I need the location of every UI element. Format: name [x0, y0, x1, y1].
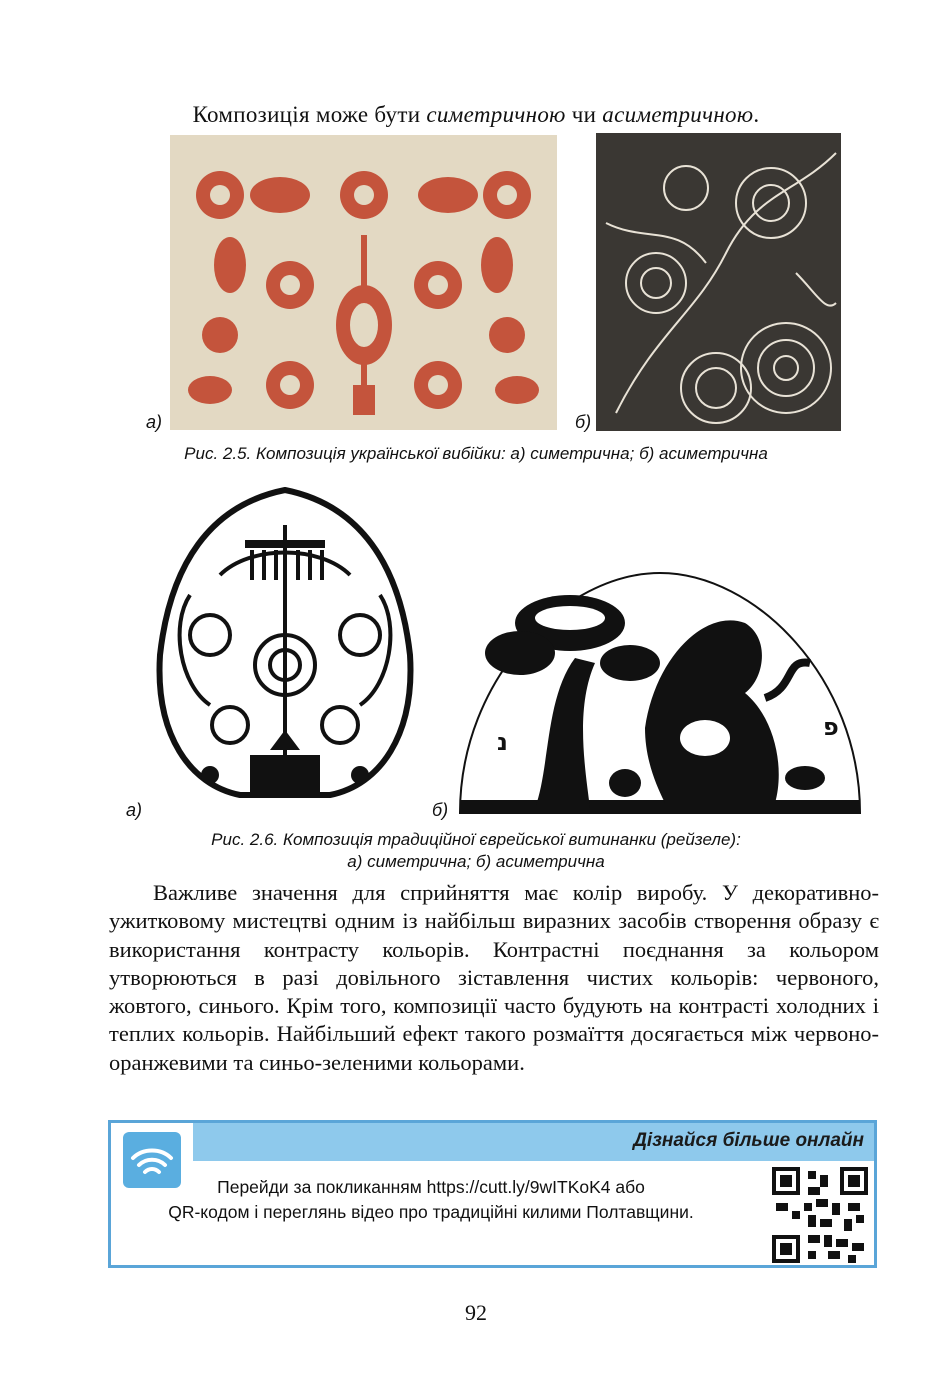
figure1-label-a: а)	[146, 412, 163, 432]
page-number: 92	[465, 1300, 487, 1325]
learn-more-title: Дізнайся більше онлайн	[633, 1130, 864, 1151]
figure-2-6-caption-line2: а) симетрична; б) асиметрична	[347, 852, 605, 871]
learn-more-text	[111, 1175, 751, 1225]
figure2-label-a: а)	[126, 800, 143, 820]
symmetric-papercut-image	[150, 485, 420, 815]
symmetric-print-image	[170, 135, 557, 430]
intro-italic-symmetric: симетричною	[426, 102, 566, 127]
learn-more-box	[108, 1120, 877, 1268]
hebrew-letter-pe: פ	[823, 713, 839, 741]
asymmetric-papercut-image	[455, 568, 865, 816]
intro-text: Композиція може бути	[192, 102, 427, 127]
figure1-label-b: б)	[575, 412, 592, 432]
learn-more-line1[interactable]: Перейди за покликанням https://cutt.ly/9wITKoK4 або	[217, 1177, 645, 1197]
intro-sentence	[0, 102, 952, 128]
intro-text: чи	[565, 102, 603, 127]
figure-2-5-caption: Рис. 2.5. Композиція української вибійки: а) симетрична; б) асиметрична	[184, 444, 768, 463]
learn-more-header	[193, 1123, 874, 1161]
body-paragraph: Важливе значення для сприйняття має колір виробу. У декоративно-ужитковому мистецтві одним із найбільш виразних засобів створення образу є використання контрасту кольорів. Контрастні поєднання за кольором утворюються в разі довільного зіставлення чистих кольорів: червоного, жовтого, синього. Крім того, композиції часто будують на контрасті холодних і теплих кольорів. Найбільший ефект такого розмаїття досягається між червоно-оранжевими та синьо-зеленими кольорами.	[109, 880, 879, 1075]
figure2-label-b: б)	[432, 800, 449, 820]
hebrew-letter-nun: נ	[497, 728, 508, 756]
intro-italic-asymmetric: асиметричною	[602, 102, 754, 127]
intro-text: .	[753, 102, 760, 127]
qr-code-icon[interactable]	[772, 1167, 868, 1263]
figure-2-6-caption-line1: Рис. 2.6. Композиція традиційної єврейської витинанки (рейзеле):	[211, 830, 741, 849]
learn-more-line2: QR-кодом і переглянь відео про традиційні килими Полтавщини.	[168, 1202, 694, 1222]
asymmetric-embroidery-image	[596, 133, 841, 431]
